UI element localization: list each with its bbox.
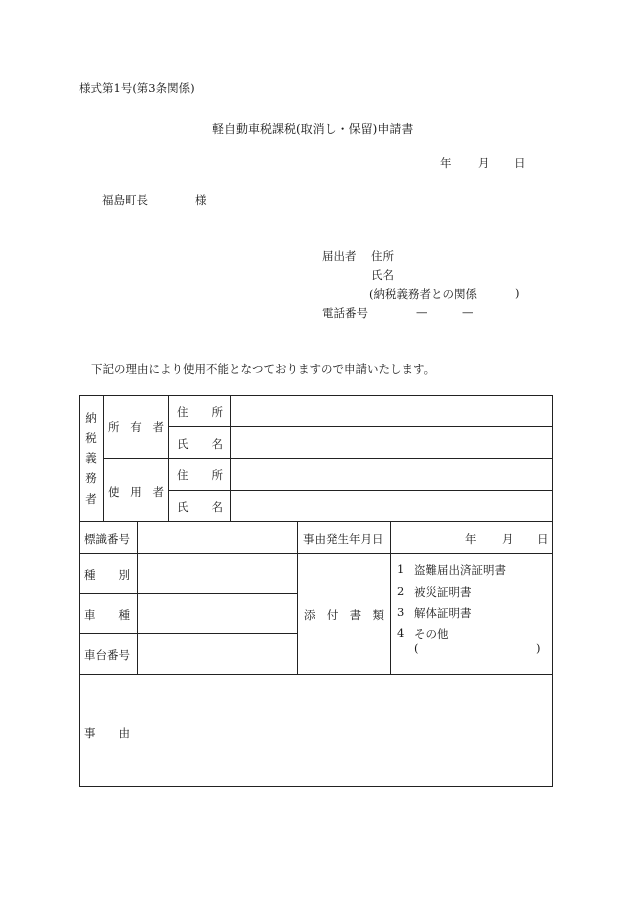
user-label: 使 用 者 — [108, 485, 164, 499]
date-day: 日 — [514, 156, 526, 170]
owner-label: 所 有 者 — [108, 420, 164, 434]
attachment-1-text: 盗難届出済証明書 — [414, 563, 506, 577]
applicant-relation-open: (納税義務者との関係 — [369, 287, 477, 301]
attachment-3-num: 3 — [397, 605, 405, 619]
phone-label: 電話番号 — [322, 306, 368, 320]
date-year: 年 — [440, 156, 452, 170]
event-day: 日 — [537, 532, 549, 546]
applicant-address-label: 住所 — [371, 249, 394, 263]
attachments-label: 添 付 書 類 — [304, 608, 384, 622]
attachment-3-text: 解体証明書 — [414, 606, 472, 620]
applicant-relation-close: ) — [515, 286, 520, 300]
user-address-label: 住 所 — [177, 468, 223, 482]
applicant-label: 届出者 — [322, 249, 357, 263]
statement: 下記の理由により使用不能となつておりますので申請いたします。 — [91, 362, 436, 376]
owner-address-label: 住 所 — [177, 405, 223, 419]
attachment-1-num: 1 — [397, 562, 405, 576]
applicant-name-label: 氏名 — [371, 268, 394, 282]
addressee-name: 福島町長 — [102, 193, 148, 207]
chassis-number-label: 車台番号 — [84, 648, 130, 662]
owner-name-label: 氏 名 — [177, 437, 223, 451]
attachment-4-text: その他 — [414, 627, 449, 641]
attachment-2-text: 被災証明書 — [414, 585, 472, 599]
other-close-paren: ) — [536, 641, 541, 655]
attachment-2-num: 2 — [397, 584, 405, 598]
form-number: 様式第1号(第3条関係) — [79, 81, 195, 95]
other-open-paren: ( — [414, 641, 419, 655]
type-label: 種 別 — [84, 568, 130, 582]
event-month: 月 — [502, 532, 514, 546]
phone-dash-1: — — [416, 305, 428, 319]
date-month: 月 — [478, 156, 490, 170]
taxpayer-label: 納 税 義 務 者 — [85, 411, 97, 506]
event-year: 年 — [465, 532, 477, 546]
event-date-label: 事由発生年月日 — [303, 532, 384, 546]
page-title: 軽自動車税課税(取消し・保留)申請書 — [212, 122, 414, 136]
addressee-honorific: 様 — [195, 193, 207, 207]
user-name-label: 氏 名 — [177, 500, 223, 514]
attachment-4-num: 4 — [397, 626, 405, 640]
vehicle-kind-label: 車 種 — [84, 608, 130, 622]
reason-label: 事 由 — [84, 726, 130, 740]
phone-dash-2: — — [462, 305, 474, 319]
plate-number-label: 標識番号 — [84, 532, 130, 546]
